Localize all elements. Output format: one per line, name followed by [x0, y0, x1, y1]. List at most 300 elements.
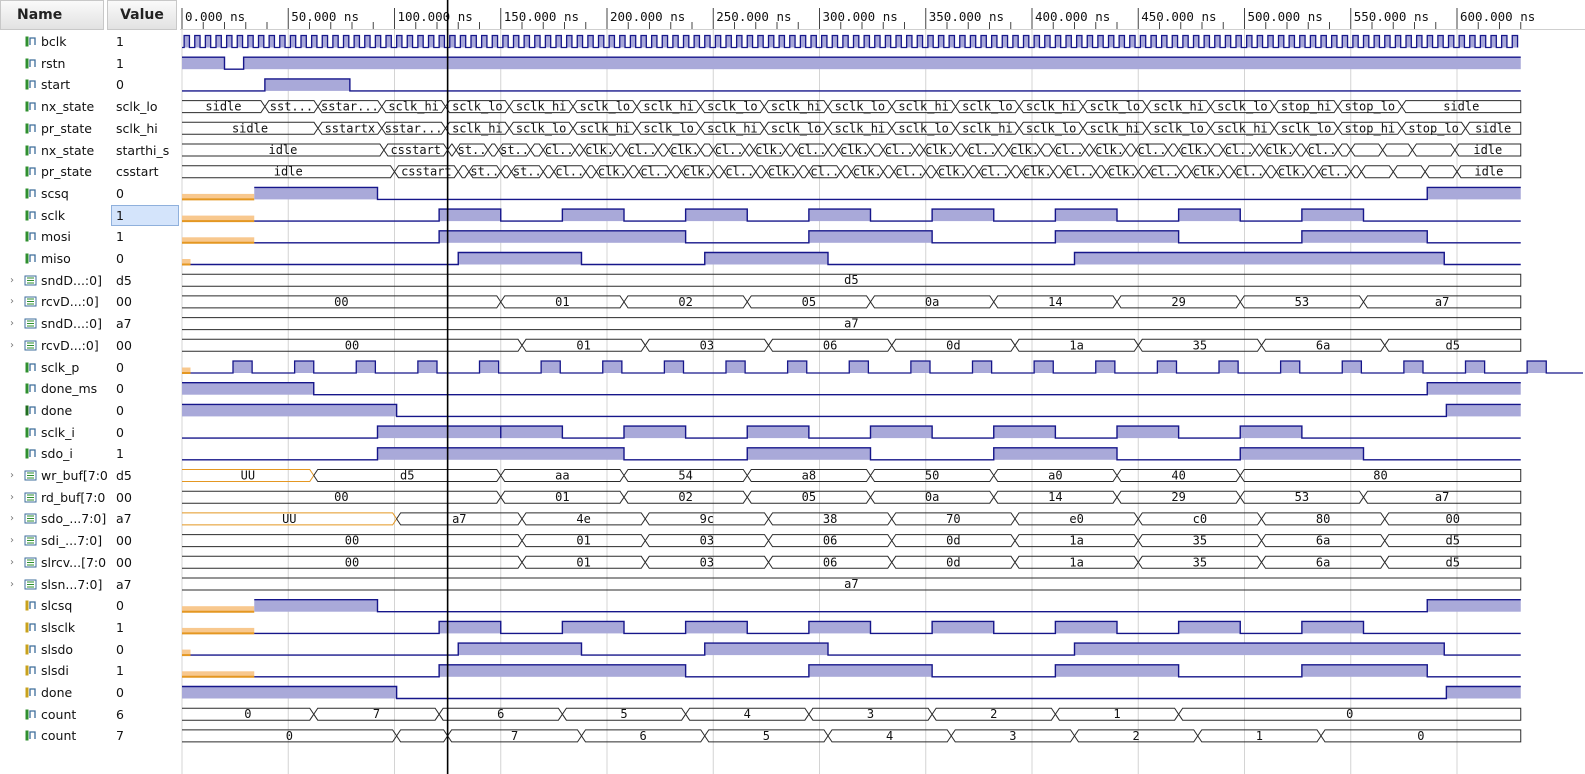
signal-icon-bar [26, 709, 29, 719]
signal-name: wr_buf[7:0 [41, 468, 108, 483]
signal-value[interactable]: 1 [111, 205, 179, 226]
signal-icon-wave [30, 407, 35, 414]
bus-value-label: cl.. [1235, 164, 1265, 179]
signal-name: rstn [41, 55, 66, 71]
bus-value-label: 1 [1113, 707, 1121, 722]
signal-icon-bar [26, 123, 29, 133]
signal-value[interactable]: 0 [116, 77, 124, 93]
bus-value-label: 53 [1294, 490, 1310, 505]
level-high [705, 253, 828, 265]
bus-segment [397, 730, 448, 742]
level-high [1302, 231, 1427, 243]
signal-row-name[interactable] [0, 313, 108, 334]
clock-high [1332, 36, 1337, 48]
signal-value[interactable]: 0 [116, 185, 124, 201]
signal-row-name[interactable] [0, 443, 108, 464]
level-high [439, 665, 686, 677]
level-high [1446, 404, 1520, 416]
clock-high [184, 36, 189, 48]
bus-value-label: c0 [1192, 511, 1208, 526]
clock-high [227, 36, 232, 48]
signal-row-name[interactable] [0, 140, 108, 161]
signal-icon [24, 230, 37, 243]
signal-name: start [41, 77, 71, 93]
clock-high [907, 36, 912, 48]
clock-high [365, 36, 370, 48]
bus-value-label: cl.. [640, 164, 670, 179]
bus-value-label: cl.. [1054, 143, 1084, 157]
bus-icon [24, 274, 37, 287]
bus-value-label: csstart [390, 143, 442, 157]
bus-icon-lines [27, 582, 34, 587]
bus-value-label: clk. [682, 164, 712, 179]
bus-value-label: sclk_hi [962, 121, 1013, 136]
ruler-tick-label: 400.000 ns [1035, 9, 1111, 24]
bus-value-label: 0d [946, 338, 961, 353]
waveform-count [182, 729, 1521, 743]
bus-segment [701, 144, 714, 156]
signal-name: sdo_i [41, 446, 73, 462]
level-high [1055, 231, 1178, 243]
bus-segment [531, 144, 544, 156]
bus-segment [1138, 166, 1149, 178]
signal-value[interactable]: 0 [116, 359, 124, 375]
bus-segment [1255, 144, 1264, 156]
clock-high [216, 36, 221, 48]
bus-icon-lines [27, 299, 34, 304]
signal-row-name[interactable] [0, 96, 108, 117]
bus-value-label: 7 [510, 728, 519, 743]
bus-value-label: cl.. [1137, 143, 1167, 157]
signal-row-name[interactable] [0, 74, 108, 95]
bus-value-label: 00 [334, 294, 349, 309]
signal-row-name[interactable] [0, 248, 108, 269]
signal-name: slcsq [41, 598, 73, 614]
bus-value-label: 06 [822, 338, 838, 353]
clock-high [1417, 36, 1422, 48]
waveform-rcvd-0- [182, 338, 1521, 352]
signal-icon-wave [30, 732, 35, 739]
bus-value-label: idle [268, 143, 298, 157]
signal-value[interactable]: 1 [116, 619, 124, 635]
bus-value-label: cl.. [980, 164, 1010, 179]
pulse-high [726, 361, 745, 373]
clock-high [1194, 36, 1199, 48]
signal-name: nx_state [41, 99, 95, 115]
bus-value-label: sclk_hi [579, 121, 631, 136]
bus-icon [24, 512, 37, 525]
bus-segment [713, 166, 724, 178]
level-high [378, 426, 501, 438]
signal-icon-bar [26, 58, 29, 68]
level-high [747, 448, 870, 460]
waveform-canvas[interactable] [180, 0, 1585, 774]
signal-icon-bar [26, 145, 29, 155]
signal-icon-bar [26, 362, 29, 372]
clock-high [524, 36, 529, 48]
expand-arrow-icon[interactable]: › [10, 470, 14, 481]
signal-name: sdo_...7:0] [41, 511, 107, 527]
clock-high [1512, 36, 1517, 48]
signal-value[interactable]: 00 [116, 337, 132, 353]
level-high [994, 426, 1056, 438]
waveform-wr-buf-7-0 [182, 469, 1521, 483]
waveform-done-ms [182, 383, 1521, 395]
level-high [562, 209, 624, 221]
signal-row-name[interactable] [0, 704, 108, 725]
bus-value-label: 80 [1315, 511, 1331, 526]
pulse-high [911, 361, 930, 373]
expand-arrow-icon[interactable]: › [10, 513, 14, 525]
clock-high [545, 36, 550, 48]
bus-value-label: 06 [822, 533, 838, 548]
signal-name: slsdo [41, 641, 74, 657]
signal-value[interactable]: 0 [116, 381, 124, 397]
bus-value-label: cl.. [1224, 143, 1254, 157]
signal-name: count [41, 728, 77, 744]
clock-high [609, 36, 614, 48]
bus-segment [915, 144, 924, 156]
signal-row-name[interactable] [0, 617, 108, 638]
signal-row-name[interactable] [0, 205, 108, 226]
signal-row-name[interactable] [0, 291, 108, 312]
ruler-tick-label: 150.000 ns [503, 9, 580, 24]
signal-value[interactable]: 1 [116, 229, 124, 245]
bus-value-label: csstart [401, 164, 452, 179]
clock-high [1066, 36, 1071, 48]
level-high [1427, 600, 1521, 612]
signal-value[interactable]: a7 [116, 576, 132, 592]
signal-row-name[interactable] [0, 31, 108, 52]
signal-icon-wave [30, 667, 35, 674]
signal-value[interactable]: 00 [116, 554, 132, 570]
bus-value-label: 05 [801, 294, 817, 309]
level-high [1302, 621, 1364, 633]
bus-value-label: cl.. [1150, 164, 1180, 179]
bus-segment [458, 166, 469, 178]
clock-high [290, 36, 295, 48]
level-high [1055, 621, 1117, 633]
bus-segment [1181, 166, 1192, 178]
signal-row-name[interactable] [0, 183, 108, 204]
signal-row-name[interactable] [0, 270, 108, 291]
bus-value-label: st.. [500, 143, 530, 157]
clock-high [758, 36, 763, 48]
signal-row-name[interactable] [0, 400, 108, 421]
signal-value-list [108, 31, 180, 774]
signal-value[interactable]: csstart [116, 164, 159, 180]
waveform-slrcv-7-0 [182, 555, 1521, 569]
bus-value-label: sstartx [324, 121, 376, 136]
bus-segment [1168, 144, 1179, 156]
bus-value-label: clk. [1010, 143, 1040, 157]
bus-value-label: sstar... [320, 99, 379, 114]
signal-icon-bar [26, 254, 29, 264]
ruler-tick-label: 100.000 ns [397, 9, 473, 24]
signal-value[interactable]: sclk_lo [116, 99, 158, 115]
signal-value[interactable]: 0 [116, 598, 124, 614]
ruler-tick-label: 450.000 ns [1141, 9, 1217, 24]
bus-value-label: UU [240, 468, 256, 483]
signal-icon [24, 35, 37, 48]
bus-value-label: cl.. [1320, 164, 1350, 179]
expand-arrow-icon[interactable]: › [10, 318, 14, 330]
bus-value-label: clk. [840, 143, 870, 157]
clock-high [1109, 36, 1114, 48]
value-column-header[interactable]: Value [107, 0, 177, 30]
signal-icon [24, 100, 37, 113]
level-high [1446, 687, 1520, 699]
clock-high [1247, 36, 1252, 48]
signal-value[interactable]: a7 [116, 511, 132, 527]
signal-value[interactable]: a7 [116, 316, 132, 332]
clock-high [1342, 36, 1347, 48]
signal-row-name[interactable] [0, 335, 108, 356]
signal-row-name[interactable] [0, 595, 108, 616]
clock-high [1353, 36, 1358, 48]
bus-value-label: cl.. [714, 143, 744, 157]
waveform-slsdi [182, 665, 1521, 677]
bus-value-label: stop_hi [1280, 99, 1332, 114]
signal-icon [24, 252, 37, 265]
signal-value[interactable]: 0 [116, 424, 124, 440]
bus-segment [798, 166, 809, 178]
level-trace [254, 600, 1521, 612]
expand-arrow-icon[interactable]: › [10, 274, 14, 286]
signal-value[interactable]: starthi_s [116, 142, 170, 158]
pulse-high [418, 361, 437, 373]
bus-value-label: sclk_lo [452, 99, 503, 114]
signal-value[interactable]: sclk_hi [116, 120, 158, 136]
clock-high [1140, 36, 1145, 48]
waveform-slsn-7-0- [182, 577, 1521, 591]
waveform-mosi [182, 231, 1521, 243]
signal-row-name[interactable] [0, 465, 108, 486]
bus-segment [1338, 144, 1351, 156]
pulse-high [1281, 361, 1300, 373]
bus-value-label: sclk_lo [770, 121, 822, 136]
bus-value-label: 0d [946, 555, 961, 570]
waveform-sdi-7-0- [182, 534, 1521, 548]
clock-high [1013, 36, 1018, 48]
clock-high [344, 36, 349, 48]
signal-value[interactable]: 00 [116, 294, 132, 310]
signal-value[interactable]: 1 [116, 663, 124, 679]
signal-row-name[interactable] [0, 422, 108, 443]
waveform-count [182, 707, 1521, 721]
signal-name: slsn...7:0] [41, 576, 103, 592]
bus-value-label: clk. [925, 143, 955, 157]
signal-row-name[interactable] [0, 682, 108, 703]
signal-row-name[interactable] [0, 53, 108, 74]
signal-value[interactable]: 0 [116, 641, 124, 657]
time-ruler[interactable] [180, 0, 1585, 30]
signal-icon-wave [30, 429, 35, 436]
clock-high [1130, 36, 1135, 48]
signal-name: sndD...:0] [41, 316, 102, 332]
signal-icon-bar [26, 210, 29, 220]
signal-row-name[interactable] [0, 530, 108, 551]
bus-value-label: 03 [699, 338, 715, 353]
expand-arrow-icon[interactable]: › [10, 339, 14, 351]
bus-value-label: 6a [1315, 533, 1331, 548]
bus-value-label: a7 [844, 316, 859, 331]
expand-arrow-icon[interactable]: › [10, 535, 14, 547]
signal-name: sclk [41, 207, 66, 223]
clock-high [1395, 36, 1400, 48]
bus-value-label: a7 [452, 511, 467, 526]
clock-high [1268, 36, 1273, 48]
clock-high [1438, 36, 1443, 48]
clock-high [662, 36, 667, 48]
expand-arrow-icon[interactable]: › [10, 578, 14, 590]
clock-high [1459, 36, 1464, 48]
clock-high [577, 36, 582, 48]
signal-value[interactable]: 0 [116, 251, 124, 266]
signal-row-name[interactable] [0, 378, 108, 399]
level-high [809, 621, 871, 633]
clock-high [482, 36, 487, 48]
signal-row-name[interactable] [0, 639, 108, 660]
level-trace [182, 383, 1521, 395]
slave-signal-icon [24, 643, 37, 656]
signal-icon-bar [26, 449, 29, 459]
expand-arrow-icon[interactable]: › [10, 556, 14, 568]
signal-icon-bar [26, 167, 29, 177]
signal-row-name[interactable] [0, 118, 108, 139]
signal-row-name[interactable] [0, 660, 108, 681]
signal-row-name[interactable] [0, 357, 108, 378]
signal-value[interactable]: 0 [116, 402, 124, 418]
bus-value-label: 40 [1171, 468, 1186, 483]
waveform-rcvd-0- [182, 295, 1521, 309]
signal-value[interactable]: d5 [116, 272, 132, 288]
signal-icon-wave [30, 711, 35, 718]
clock-high [503, 36, 508, 48]
bus-value-label: idle [1473, 143, 1503, 157]
signal-row-name[interactable] [0, 161, 108, 182]
signal-value[interactable]: 1 [116, 34, 124, 49]
signal-value[interactable]: 00 [116, 489, 132, 505]
bus-value-label: 35 [1192, 338, 1208, 353]
bus-value-label: sclk_lo [1089, 99, 1141, 114]
bus-icon [24, 578, 37, 591]
bus-icon-lines [27, 278, 34, 283]
clock-high [1002, 36, 1007, 48]
clock-high [1364, 36, 1369, 48]
clock-high [1183, 36, 1188, 48]
bus-value-label: 14 [1048, 490, 1063, 505]
level-high [994, 448, 1117, 460]
waveform-done [182, 404, 1521, 416]
level-high [244, 57, 1521, 69]
clock-high [1045, 36, 1050, 48]
clock-high [248, 36, 253, 48]
signal-name-list [0, 31, 108, 774]
bus-segment [586, 166, 597, 178]
signal-row-name[interactable] [0, 508, 108, 529]
signal-row-name[interactable] [0, 574, 108, 595]
bus-value-label: sclk_hi [452, 121, 503, 136]
signal-value[interactable]: 1 [116, 446, 124, 462]
signal-value[interactable]: 6 [116, 706, 124, 722]
bus-segment [1211, 144, 1224, 156]
bus-value-label: 01 [576, 555, 591, 570]
name-column-header[interactable]: Name [0, 0, 104, 30]
bus-value-label: sclk_lo [1280, 121, 1332, 136]
ruler-tick-label: 50.000 ns [291, 9, 359, 24]
bus-icon-lines [27, 473, 34, 478]
bus-value-label: a0 [1048, 468, 1063, 483]
expand-arrow-icon[interactable]: › [10, 296, 14, 308]
bus-value-label: 0a [924, 294, 940, 309]
level-high [932, 209, 994, 221]
pulse-high [480, 361, 499, 373]
signal-name: rd_buf[7:0 [41, 489, 106, 505]
signal-row-name[interactable] [0, 487, 108, 508]
bus-value-label: 1a [1069, 338, 1084, 353]
bus-segment [998, 144, 1009, 156]
bus-segment [756, 166, 767, 178]
signal-name: slrcv...[7:0 [41, 554, 107, 570]
bus-value-label: 03 [699, 533, 715, 548]
signal-value[interactable]: d5 [116, 468, 132, 483]
bus-value-label: 0 [1417, 728, 1425, 743]
expand-arrow-icon[interactable]: › [10, 491, 14, 503]
bus-value-label: 2 [990, 707, 998, 722]
clock-high [1034, 36, 1039, 48]
bus-value-label: 02 [678, 294, 693, 309]
signal-row-name[interactable] [0, 725, 108, 746]
signal-icon-bar [26, 601, 29, 611]
signal-icon-wave [30, 60, 35, 67]
level-high [809, 209, 871, 221]
bus-value-label: 9c [699, 511, 715, 526]
bus-value-label: 1a [1069, 555, 1084, 570]
signal-name: bclk [41, 34, 67, 49]
level-high [501, 426, 563, 438]
bus-value-label: cl.. [544, 143, 574, 157]
bus-segment [1085, 144, 1094, 156]
level-high [686, 621, 748, 633]
clock-high [705, 36, 710, 48]
bus-icon [24, 317, 37, 330]
signal-value[interactable]: 0 [116, 685, 124, 700]
clock-high [195, 36, 200, 48]
waveform-done [182, 687, 1521, 699]
signal-value[interactable]: 00 [116, 533, 132, 549]
signal-value[interactable]: 1 [116, 55, 124, 71]
bus-value-label: 02 [678, 490, 693, 505]
signal-row-name[interactable] [0, 552, 108, 573]
bus-segment [1361, 166, 1393, 178]
signal-value[interactable]: 7 [116, 728, 124, 744]
bus-segment [1393, 166, 1425, 178]
bus-value-label: sclk_hi [1089, 121, 1141, 136]
bus-segment [956, 144, 967, 156]
level-high [458, 253, 581, 265]
signal-name: slsclk [41, 619, 76, 635]
waveform-pr-state [182, 121, 1521, 135]
signal-icon [24, 426, 37, 439]
pulse-high [1342, 361, 1361, 373]
signal-row-name[interactable] [0, 226, 108, 247]
ruler-tick-label: 0.000 ns [185, 9, 246, 24]
signal-icon [24, 382, 37, 395]
clock-high [928, 36, 933, 48]
waveform-scsq [182, 187, 1521, 199]
bus-value-label: d5 [1445, 533, 1460, 548]
